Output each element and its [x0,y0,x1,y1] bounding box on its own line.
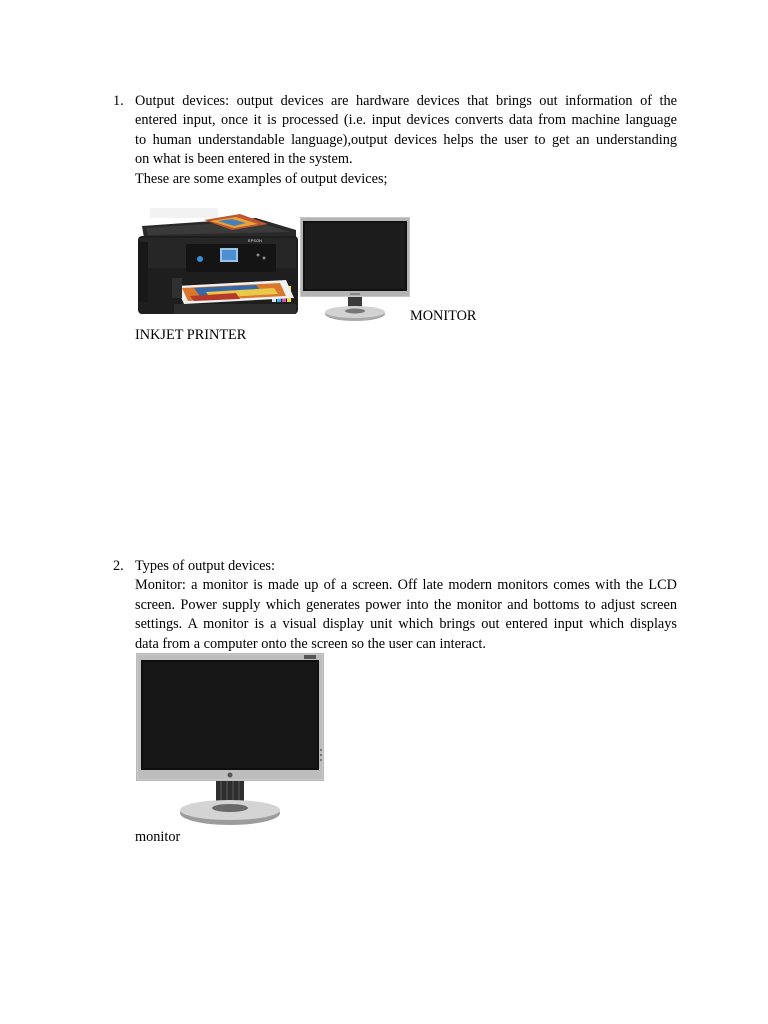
section2-line-3: settings. A monitor is a visual display unit which brings out entered input which displays [135,616,677,633]
list-number-1: 1. [113,93,124,109]
section1-examples-line: These are some examples of output devices; [135,170,388,187]
section2-line-2: screen. Power supply which generates power into the monitor and bottoms to adjust screen [135,596,677,613]
section2-line-4: data from a computer onto the screen so the user can interact. [135,635,486,652]
printer-caption: INKJET PRINTER [135,327,247,343]
section1-line-3: to human understandable language),output devices helps the user to get an understanding [135,131,677,148]
monitor-image-large [136,653,324,827]
large-monitor-caption: monitor [135,829,181,845]
section2-paragraph [135,557,677,654]
section2-heading: Types of output devices: [135,558,275,574]
section1-line-1: Output devices: output devices are hardware devices that brings out information of the [135,93,677,109]
section1-paragraph [135,92,677,189]
section2-line-1: Monitor: a monitor is made up of a screen. Off late modern monitors comes with the LCD [135,577,677,594]
section1-line-4: on what is been entered in the system. [135,151,353,168]
monitor-image-small [300,217,410,323]
list-number-2: 2. [113,558,124,574]
printer-brand-logo: EPSON [248,238,263,243]
inkjet-printer-image [136,208,300,318]
section1-line-2: entered input, once it is processed (i.e. input devices converts data from machine language [135,112,677,129]
monitor-caption: MONITOR [410,308,477,324]
